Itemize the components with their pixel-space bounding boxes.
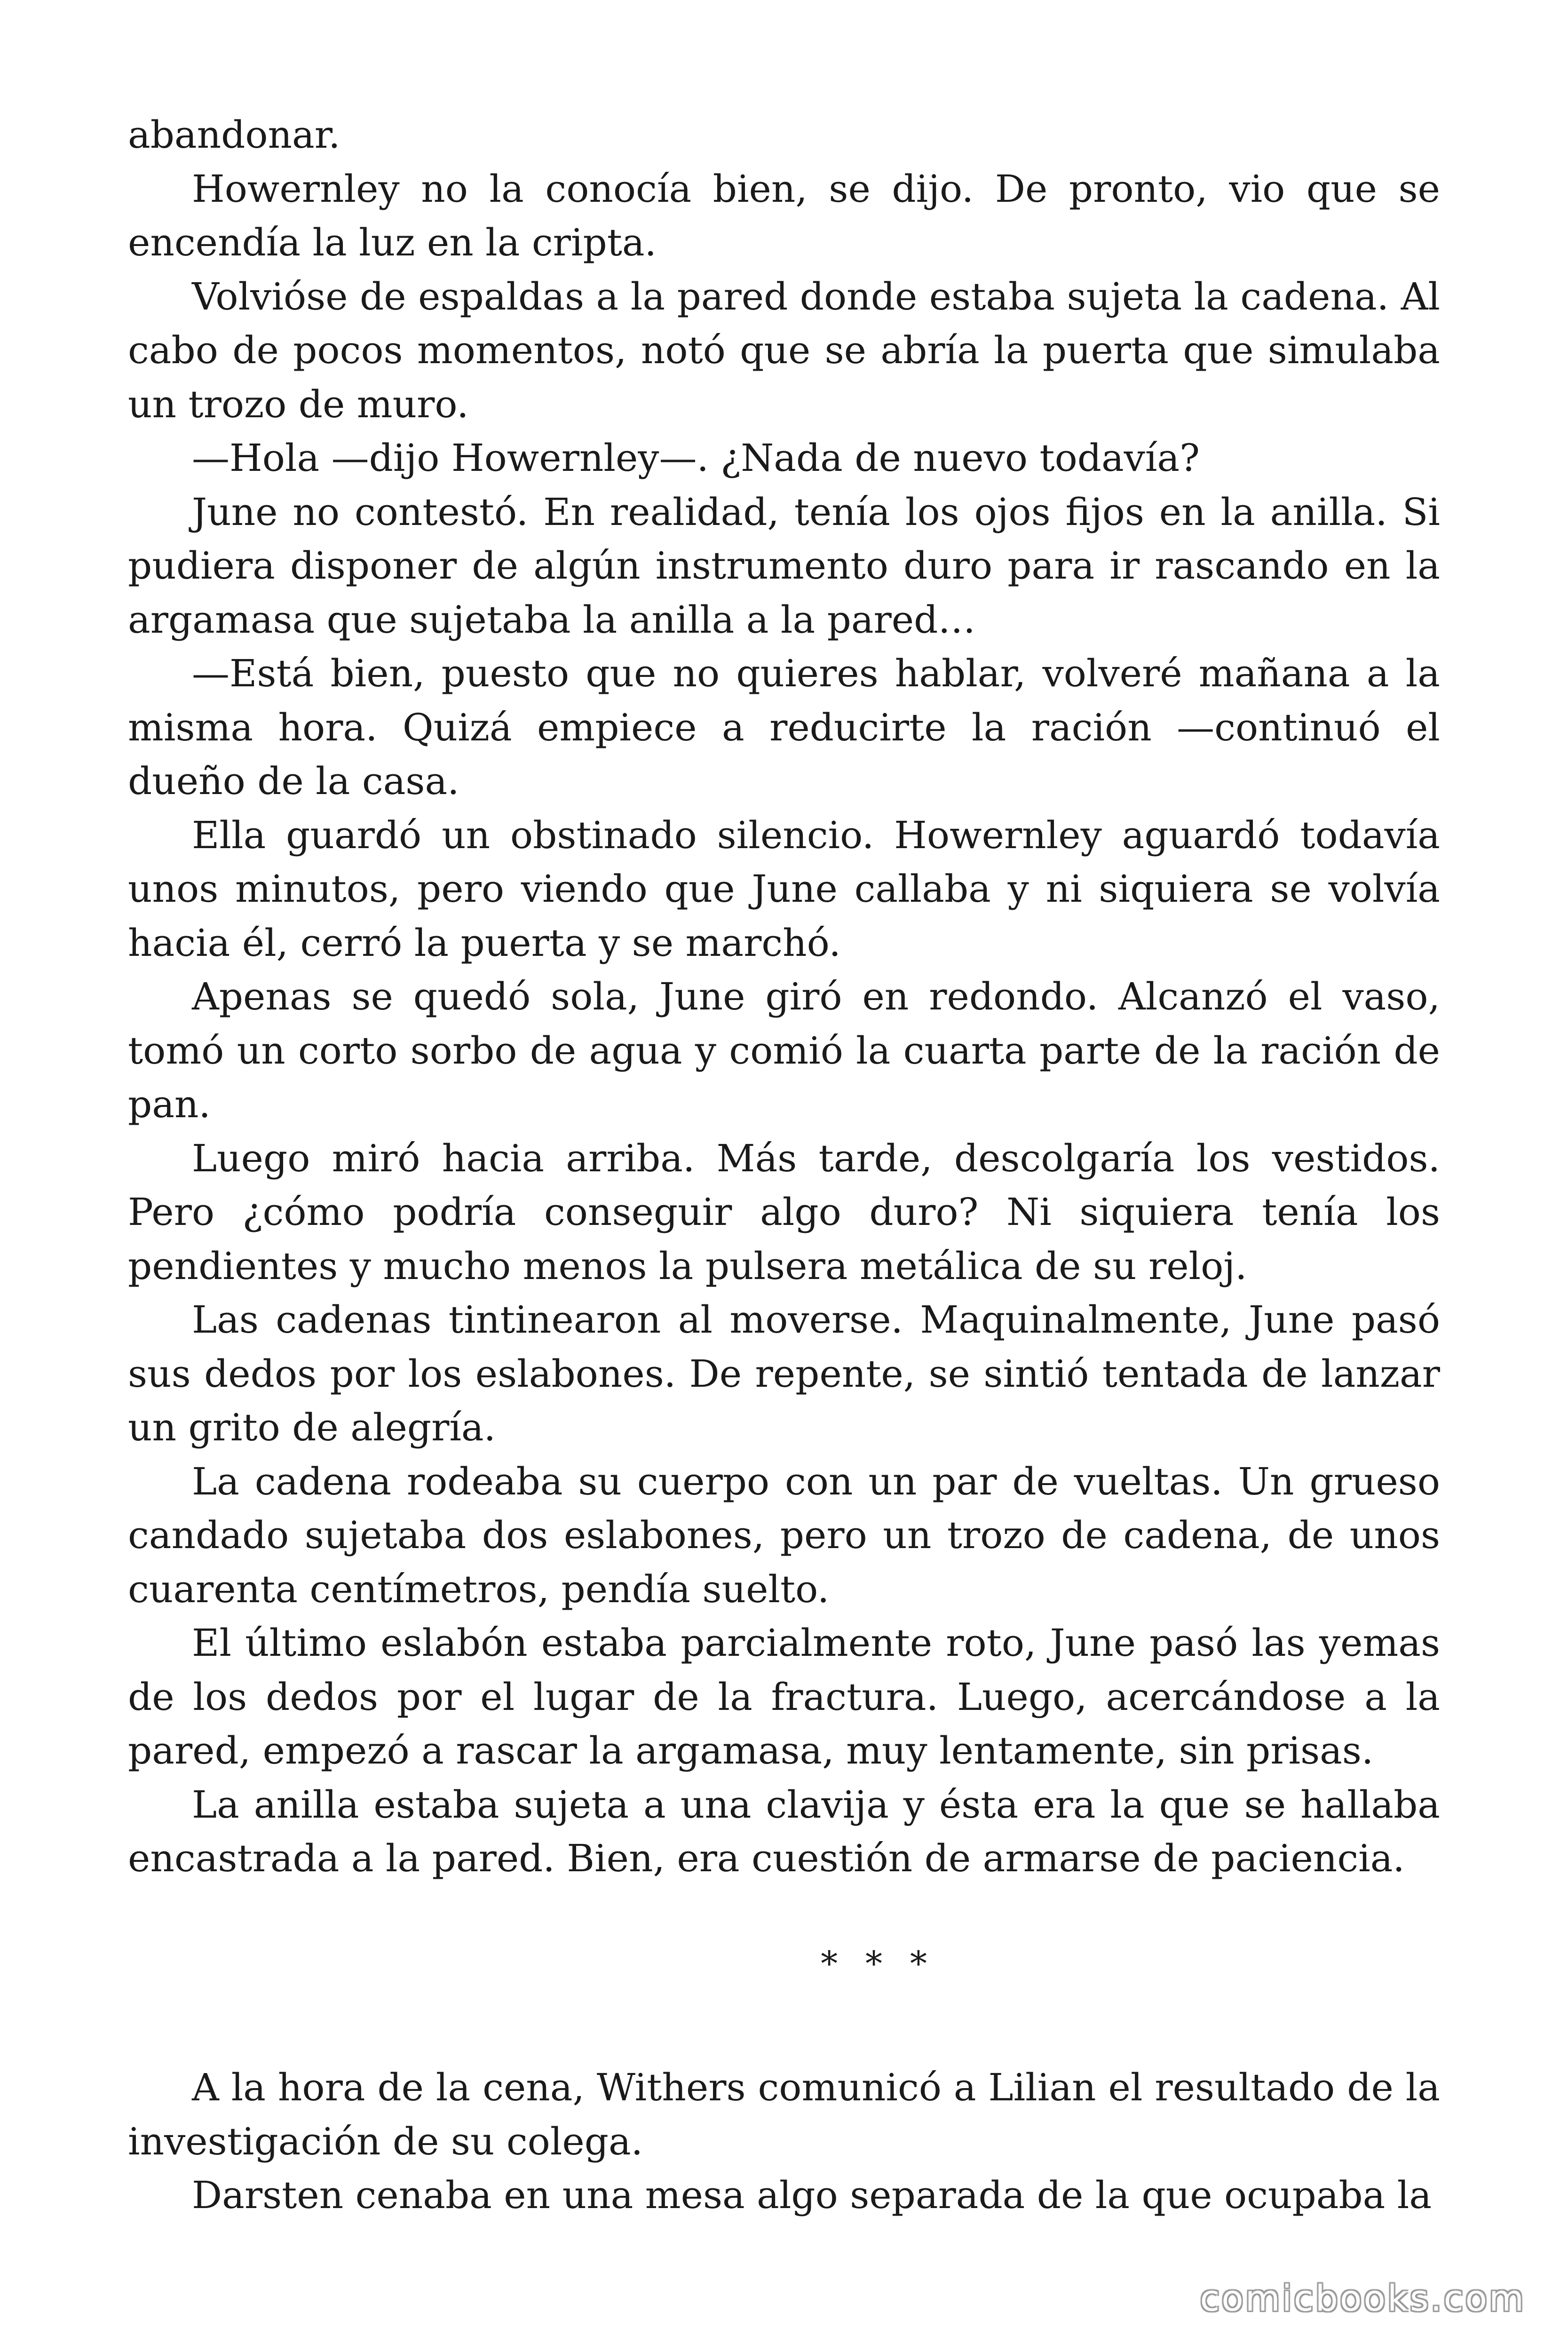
paragraph: Ella guardó un obstinado silencio. Howernley aguardó todavía unos minutos, pero viendo que June callaba y ni siquiera se volvía hacia él, cerró la puerta y se marchó.: [128, 813, 1440, 965]
section-separator: * * *: [821, 1943, 935, 1983]
paragraph: —Hola —dijo Howernley—. ¿Nada de nuevo todavía?: [192, 436, 1200, 480]
paragraph: La cadena rodeaba su cuerpo con un par de vueltas. Un grueso candado sujetaba dos eslabones, pero un trozo de cadena, de unos cuarenta centímetros, pendía suelto.: [128, 1459, 1440, 1611]
paragraph: La anilla estaba sujeta a una clavija y ésta era la que se hallaba encastrada a la pared. Bien, era cuestión de armarse de paciencia.: [128, 1782, 1440, 1880]
page-text: [128, 108, 1440, 2223]
paragraph: Darsten cenaba en una mesa algo separada de la que ocupaba la: [192, 2173, 1432, 2217]
paragraph: —Está bien, puesto que no quieres hablar, volveré mañana a la misma hora. Quizá empiece a reducirte la ración —continuó el dueño de la casa.: [128, 652, 1440, 803]
paragraph: Volvióse de espaldas a la pared donde estaba sujeta la cadena. Al cabo de pocos momentos, notó que se abría la puerta que simulaba un trozo de muro.: [128, 274, 1440, 426]
paragraph: A la hora de la cena, Withers comunicó a Lilian el resultado de la investigación de su colega.: [128, 2066, 1440, 2163]
paragraph: June no contestó. En realidad, tenía los ojos fijos en la anilla. Si pudiera disponer de algún instrumento duro para ir rascando en la argamasa que sujetaba la anilla a la pared…: [128, 490, 1440, 642]
watermark-logo: comicbooks.com: [1200, 2277, 1526, 2319]
paragraph: Apenas se quedó sola, June giró en redondo. Alcanzó el vaso, tomó un corto sorbo de agua y comió la cuarta parte de la ración de pan.: [128, 975, 1440, 1126]
paragraph: Las cadenas tintinearon al moverse. Maquinalmente, June pasó sus dedos por los eslabones. De repente, se sintió tentada de lanzar un grito de alegría.: [128, 1298, 1440, 1449]
paragraph: Luego miró hacia arriba. Más tarde, descolgaría los vestidos. Pero ¿cómo podría conseguir algo duro? Ni siquiera tenía los pendientes y mucho menos la pulsera metálica de su reloj.: [128, 1136, 1440, 1288]
paragraph: El último eslabón estaba parcialmente roto, June pasó las yemas de los dedos por el lugar de la fractura. Luego, acercándose a la pared, empezó a rascar la argamasa, muy lentamente, sin prisas.: [128, 1621, 1440, 1772]
paragraph: abandonar.: [128, 113, 341, 157]
paragraph: Howernley no la conocía bien, se dijo. De pronto, vio que se encendía la luz en la cripta.: [128, 167, 1440, 264]
